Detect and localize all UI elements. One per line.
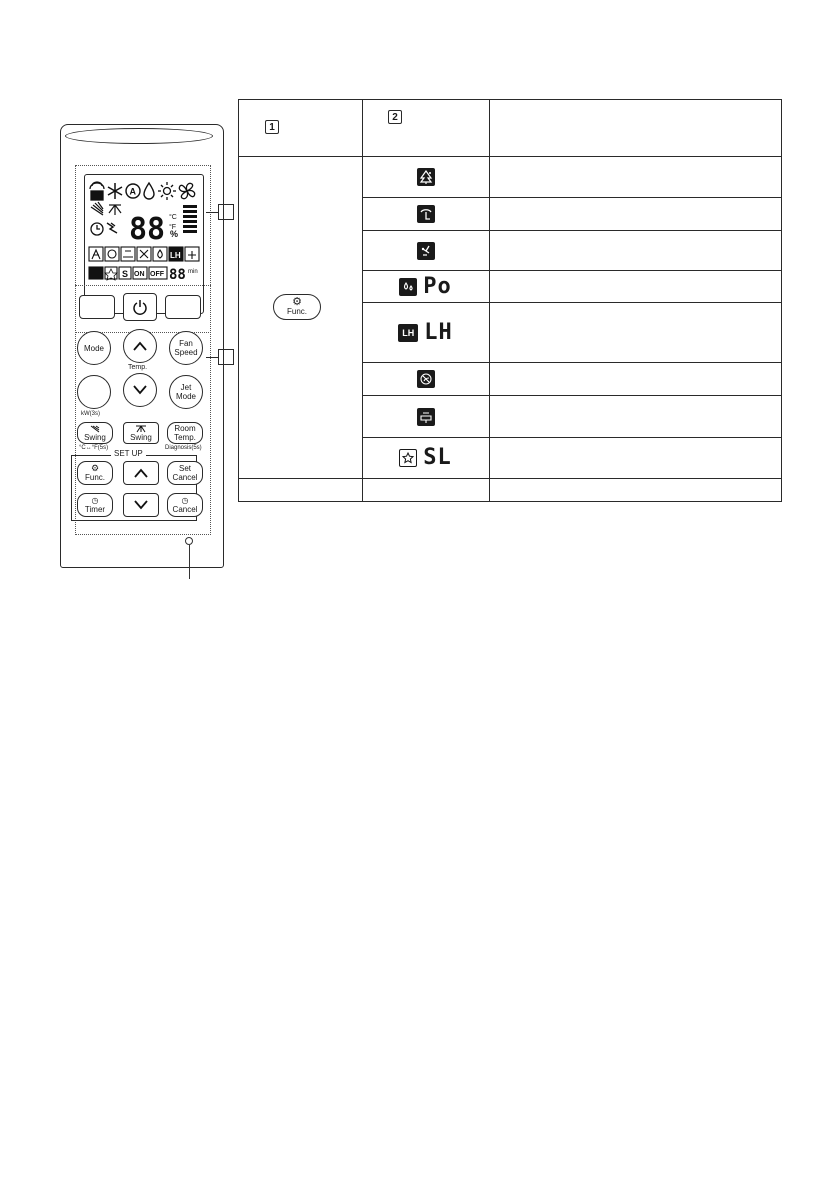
auto-icon (126, 184, 140, 198)
svg-text:OFF: OFF (150, 271, 164, 278)
setup-label: SET UP (111, 449, 146, 458)
timer-button[interactable]: ◷ Timer (77, 493, 113, 517)
celsius-fahrenheit-label: °C↔°F(5s) (79, 445, 109, 451)
diagnosis-label: Diagnosis(5s) (165, 445, 202, 451)
swing-vertical-icon (109, 205, 121, 215)
svg-text:min: min (188, 269, 198, 275)
swing-vertical-button[interactable]: Swing (123, 422, 159, 444)
drop-icon (144, 183, 154, 199)
svg-text:ON: ON (134, 271, 145, 278)
ir-emitter (185, 537, 193, 545)
blank-right-button[interactable] (165, 295, 201, 319)
function-table (238, 99, 782, 502)
row-comfort-air (362, 363, 489, 395)
mode-button[interactable]: Mode (77, 331, 111, 365)
row-airflow (362, 396, 489, 437)
svg-text:88: 88 (169, 267, 186, 283)
swing-horizontal-button[interactable]: Swing (77, 422, 113, 444)
swing-icon (89, 425, 101, 433)
callout-1-box (218, 204, 234, 220)
setup-up-button[interactable] (123, 461, 159, 485)
power-button[interactable] (123, 293, 157, 321)
svg-text:°F: °F (169, 224, 177, 231)
temp-up-button[interactable] (123, 329, 157, 363)
fan-speed-button[interactable]: Fan Speed (169, 331, 203, 365)
sleep-star-icon (399, 449, 417, 467)
kw-label: kW(3s) (81, 411, 100, 417)
jet-icon (107, 223, 117, 233)
svg-text:°C: °C (169, 214, 177, 221)
callout-2-box (218, 349, 234, 365)
svg-text:A: A (129, 186, 136, 197)
fan-level-bars (183, 205, 197, 233)
snowflake-icon (108, 183, 122, 199)
temp-label: Temp. (128, 364, 148, 371)
swing-vertical-icon (135, 425, 147, 433)
low-humidity-icon: LH (398, 324, 418, 342)
kw-button[interactable] (77, 375, 111, 409)
callout-1-line (206, 212, 218, 213)
row-energy-saving (362, 231, 489, 270)
setup-down-button[interactable] (123, 493, 159, 517)
header-badge-2: 2 (388, 110, 402, 124)
remote-top-cap (65, 128, 213, 144)
room-temp-button[interactable]: Room Temp. (167, 422, 203, 444)
sun-icon (158, 182, 176, 200)
swing-icon (91, 202, 103, 215)
gear-icon: ⚙ (90, 463, 100, 473)
power-icon (132, 299, 148, 315)
chevron-up-icon (133, 468, 149, 478)
remote-control (56, 112, 226, 568)
jet-mode-button[interactable]: Jet Mode (169, 375, 203, 409)
func-button[interactable]: ⚙ Func. (77, 461, 113, 485)
temp-down-button[interactable] (123, 373, 157, 407)
svg-text:LH: LH (170, 251, 181, 260)
svg-text:%: % (170, 229, 179, 239)
callout-2-line (206, 357, 218, 358)
ir-pointer-line (189, 545, 190, 579)
energy-saving-icon (417, 242, 435, 260)
po-segment-text: Po (423, 273, 452, 299)
row-sleep (362, 438, 489, 478)
airflow-icon (417, 408, 435, 426)
row-low-humidity (362, 303, 489, 362)
row-power-display (362, 271, 489, 302)
sl-segment-text: SL (423, 445, 452, 470)
timer-clock-icon (91, 223, 103, 235)
power-display-icon (399, 278, 417, 296)
svg-text:S: S (122, 269, 129, 279)
chevron-down-icon (133, 500, 149, 510)
header-badge-1: 1 (265, 120, 279, 134)
plasma-tree-icon (417, 168, 435, 186)
clock-icon: ◷ (181, 496, 189, 505)
func-button-illustration: ⚙ Func. (273, 294, 321, 320)
lh-segment-text: LH (424, 319, 453, 345)
gear-icon: ⚙ (292, 296, 302, 308)
signal-icon (90, 182, 104, 200)
remote-body (60, 124, 224, 568)
row-auto-clean (362, 198, 489, 230)
comfort-air-icon (417, 370, 435, 388)
auto-clean-icon (417, 205, 435, 223)
chevron-up-icon (132, 341, 148, 351)
blank-left-button[interactable] (79, 295, 115, 319)
row-plasma (362, 157, 489, 197)
lcd-mode-row (89, 247, 199, 261)
cancel-button[interactable]: ◷ Cancel (167, 493, 203, 517)
lcd-temp-digits: 88 (129, 212, 166, 247)
chevron-down-icon (132, 385, 148, 395)
fan-icon (179, 183, 194, 198)
clock-icon: ◷ (91, 496, 99, 505)
set-cancel-button[interactable]: Set Cancel (167, 461, 203, 485)
